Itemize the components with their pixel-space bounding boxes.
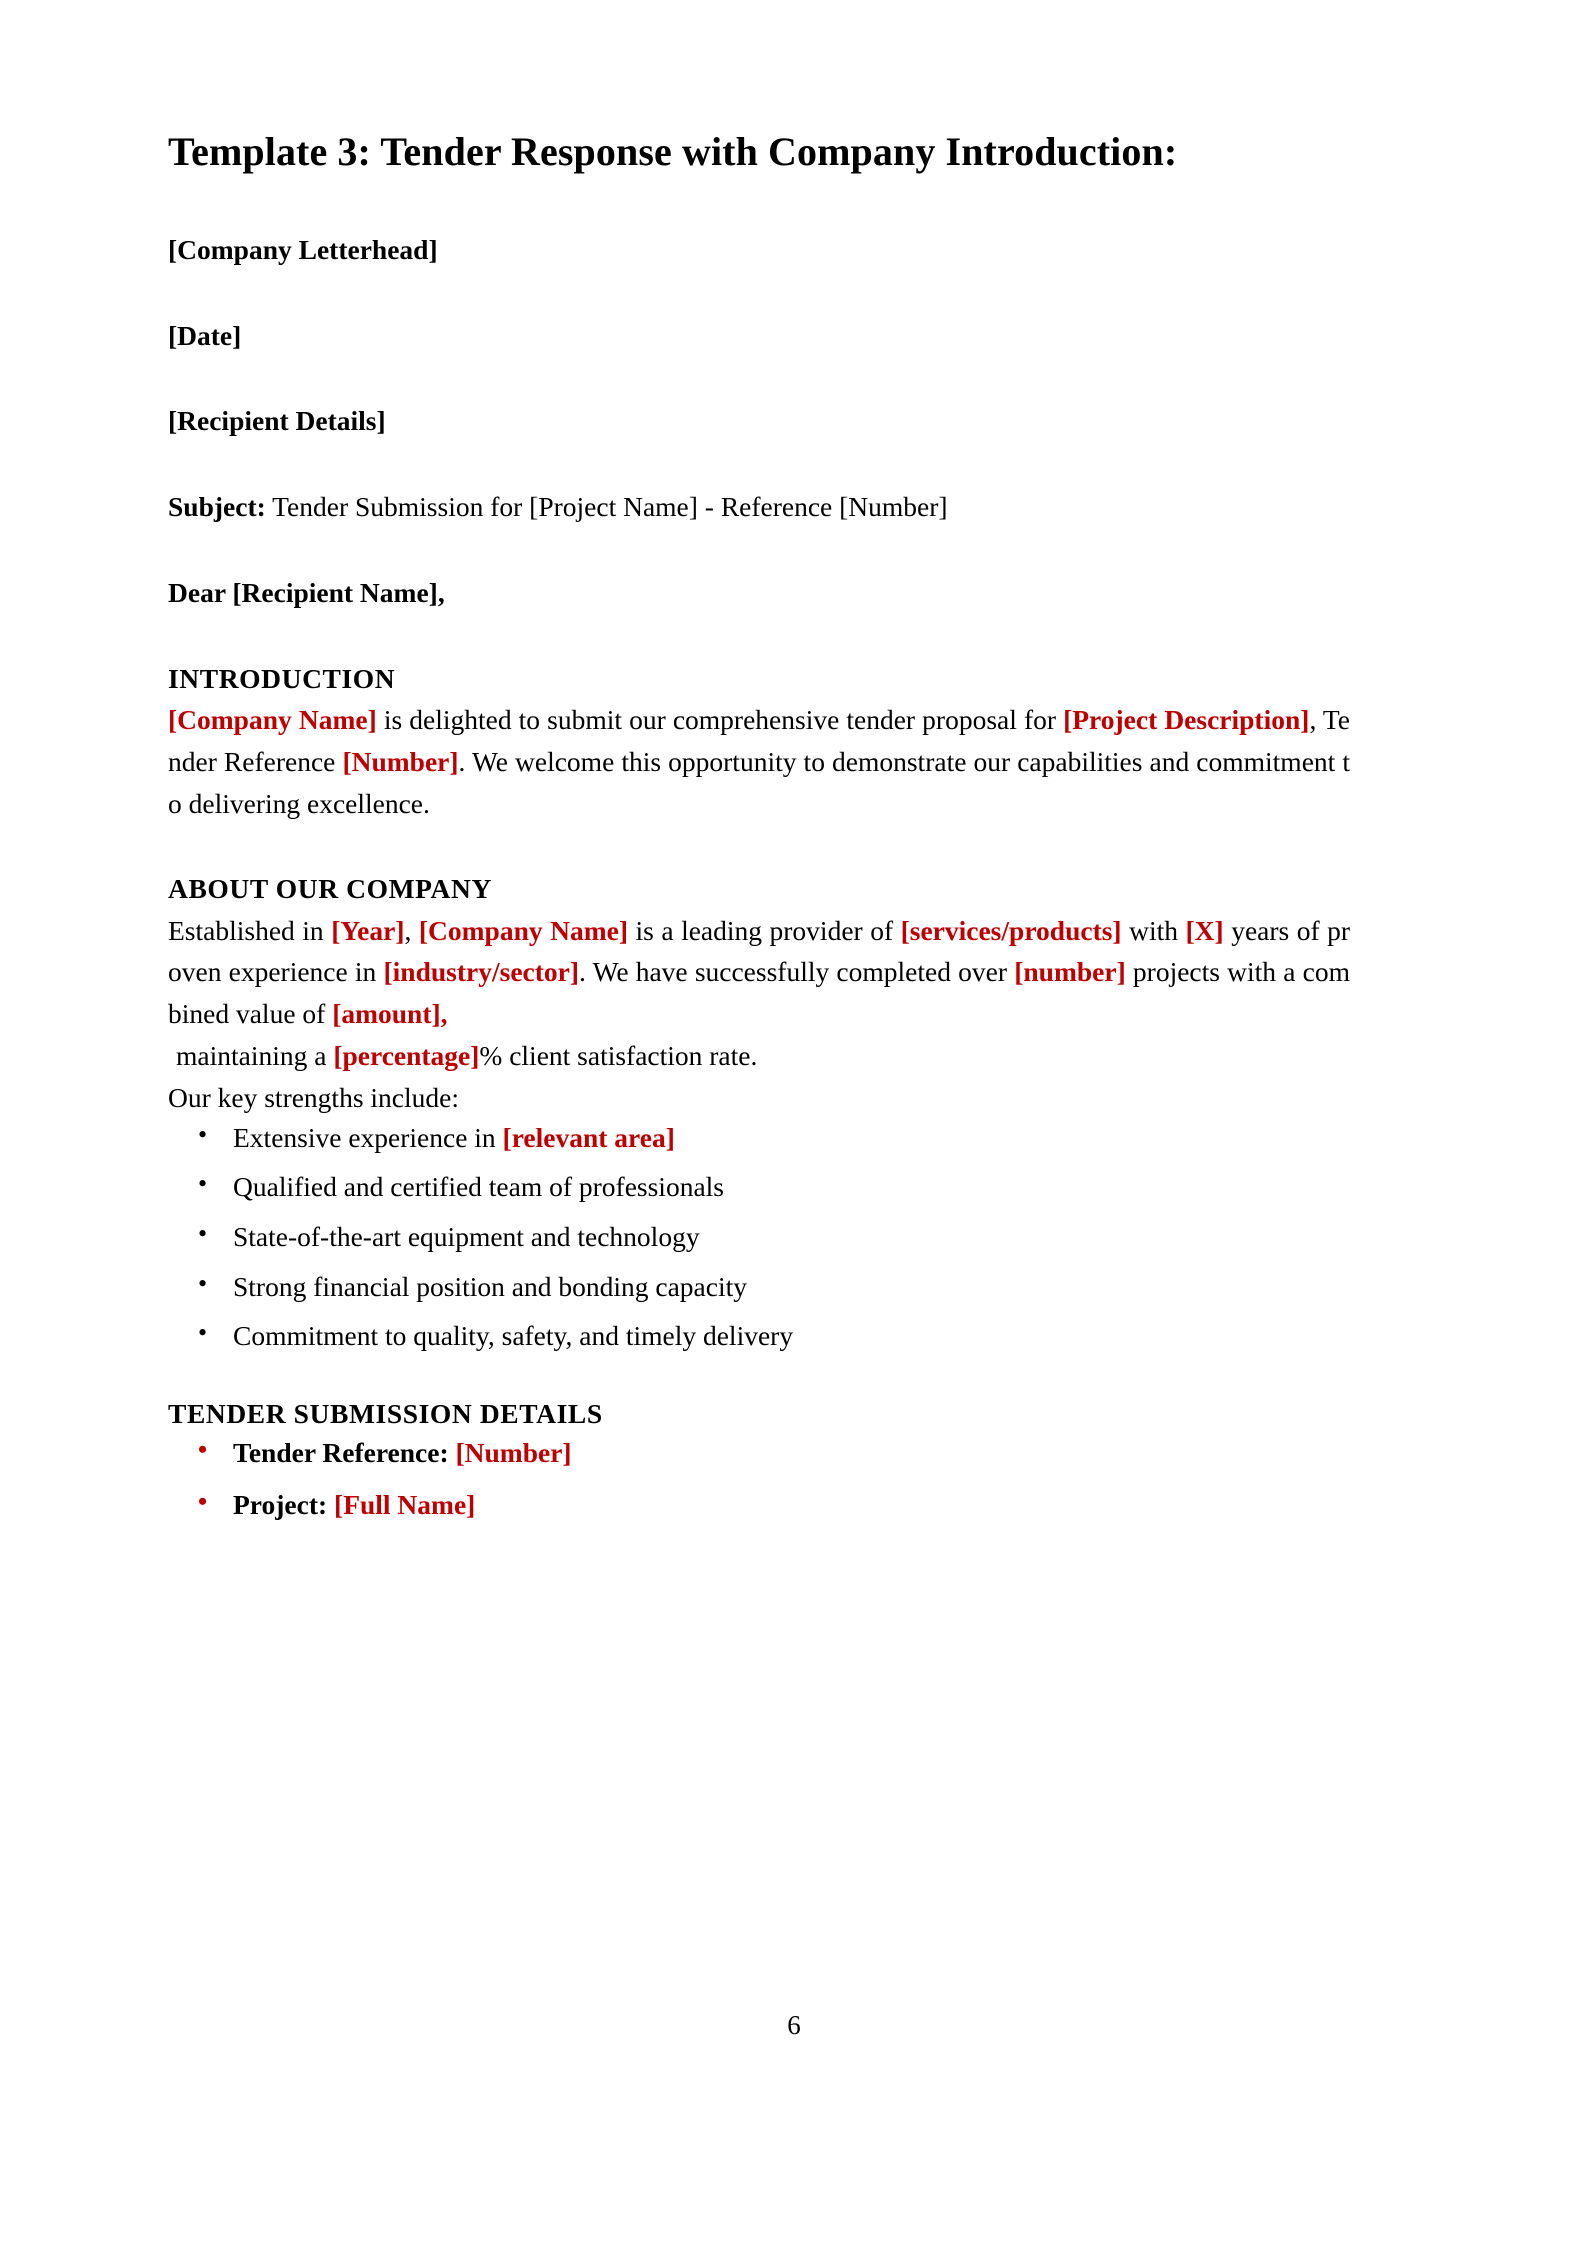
text-run: , Tender Reference (168, 704, 1350, 777)
list-item (168, 1434, 1350, 1472)
placeholder-token: [Number] (455, 1437, 572, 1469)
spacer (168, 614, 1350, 658)
spacer (168, 528, 1350, 572)
placeholder-token: [Number] (342, 745, 459, 777)
text-run: Extensive experience in (233, 1121, 503, 1153)
recipient-details-placeholder: [Recipient Details] (168, 405, 386, 437)
text-run: is a leading provider of (628, 914, 901, 946)
about-company-paragraph-continued (168, 1035, 1350, 1077)
spacer (168, 356, 1350, 400)
text-run: years of proven experience in (168, 914, 1351, 988)
list-item (168, 1218, 1350, 1256)
placeholder-token: [percentage] (333, 1040, 480, 1072)
subject-label: Subject: (168, 491, 266, 523)
strengths-lead-in: Our key strengths include: (168, 1081, 459, 1113)
section-heading-tender-submission-details: TENDER SUBMISSION DETAILS (168, 1398, 603, 1430)
text-run: . We have successfully completed over (579, 956, 1015, 988)
text-run: Established in (168, 914, 332, 946)
page-title: Template 3: Tender Response with Company Introduction: (168, 129, 1178, 174)
spacer (168, 271, 1350, 315)
company-letterhead-placeholder: [Company Letterhead] (168, 233, 438, 265)
placeholder-token: [amount], (332, 998, 448, 1030)
list-item (168, 1268, 1350, 1306)
text-run: Commitment to quality, safety, and timely delivery (233, 1320, 794, 1352)
text-run: , (404, 914, 419, 946)
spacer (168, 442, 1350, 486)
text-run: State-of-the-art equipment and technology (233, 1221, 700, 1252)
text-run: with (1121, 914, 1186, 946)
placeholder-token: [Year] (331, 914, 405, 946)
document-body (168, 128, 1350, 1538)
text-run: % client satisfaction rate. (479, 1040, 758, 1072)
text-run: projects with a combined value of (168, 956, 1350, 1030)
placeholder-token: [relevant area] (502, 1121, 675, 1153)
list-item (168, 1317, 1350, 1355)
tender-submission-details-list (168, 1434, 1350, 1523)
placeholder-token: [services/products] (900, 914, 1122, 946)
text-run: Strong financial position and bonding capacity (233, 1270, 747, 1302)
placeholder-token: [number] (1014, 956, 1126, 988)
spacer (168, 1367, 1350, 1393)
text-run: Qualified and certified team of professionals (233, 1171, 724, 1203)
section-heading-introduction: INTRODUCTION (168, 662, 396, 694)
date-placeholder: [Date] (168, 319, 242, 351)
text-run: Tender Reference: (233, 1437, 456, 1469)
placeholder-token: [Project Description] (1063, 704, 1310, 736)
list-item (168, 1119, 1350, 1157)
key-strengths-list (168, 1119, 1350, 1355)
text-run: maintaining a (176, 1040, 334, 1072)
page-number-footer: 6 (787, 2010, 801, 2040)
list-item (168, 1168, 1350, 1206)
text-run: . We welcome this opportunity to demonstrate our capabilities and commitment to delivering excellence. (168, 745, 1350, 819)
placeholder-token: [Full Name] (334, 1488, 476, 1520)
salutation: Dear [Recipient Name], (168, 576, 445, 608)
spacer (168, 177, 1350, 229)
text-run: Project: (233, 1488, 335, 1520)
placeholder-token: [X] (1185, 914, 1224, 946)
placeholder-token: [Company Name] (418, 914, 629, 946)
placeholder-token: [industry/sector] (383, 956, 580, 988)
about-company-paragraph (168, 910, 1350, 1035)
list-item (168, 1486, 1350, 1524)
spacer (168, 824, 1350, 868)
introduction-paragraph (168, 699, 1350, 824)
placeholder-token: [Company Name] (168, 704, 377, 736)
text-run: is delighted to submit our comprehensive tender proposal for (376, 704, 1064, 736)
subject-line (168, 486, 1350, 528)
subject-text: Tender Submission for [Project Name] - Reference [Number] (265, 491, 948, 523)
section-heading-about-our-company: ABOUT OUR COMPANY (168, 873, 492, 905)
